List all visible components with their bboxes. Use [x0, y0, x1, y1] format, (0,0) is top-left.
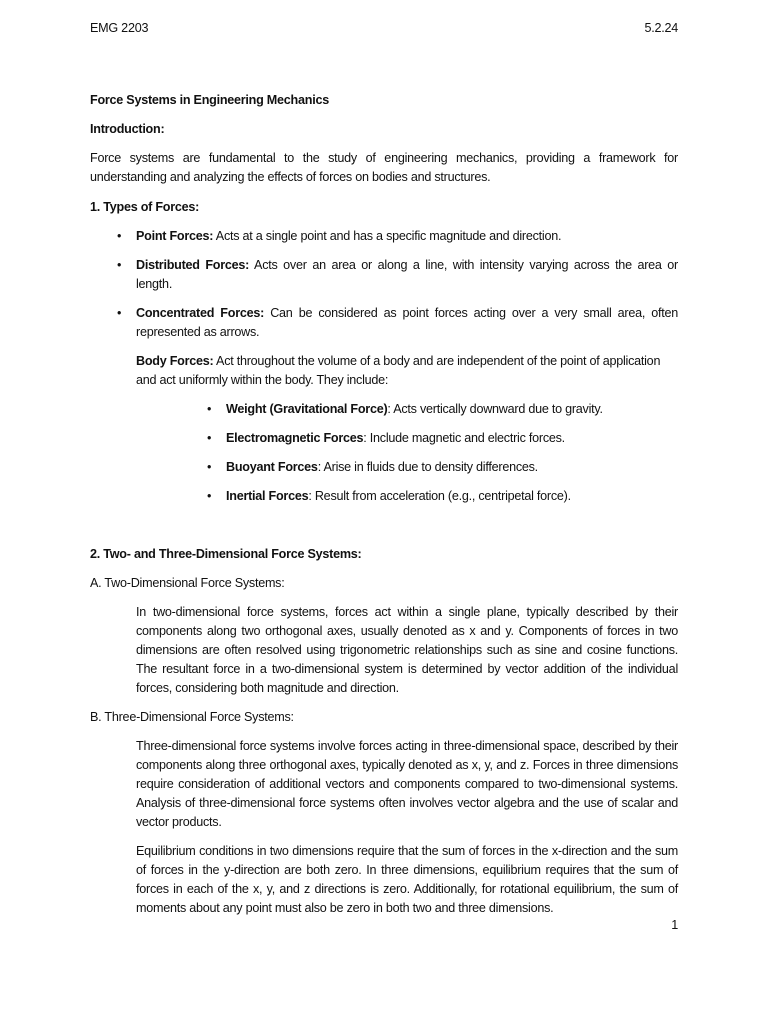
bullet-text: Acts at a single point and has a specific magnitude and direction.: [213, 229, 562, 243]
body-forces-term: Body Forces:: [136, 354, 214, 368]
intro-heading: Introduction:: [90, 122, 165, 136]
section2-heading: 2. Two- and Three-Dimensional Force Systems:: [90, 547, 362, 561]
bullet-icon: •: [207, 489, 212, 503]
subsection-a-heading: A. Two-Dimensional Force Systems:: [90, 576, 285, 590]
page-number: 1: [671, 918, 678, 932]
bullet-text: Acts over an area or along a line, with intensity varying across the area or length.: [136, 258, 678, 291]
bullet-item: [117, 304, 678, 342]
header-date: 5.2.24: [644, 21, 678, 35]
bullet-icon: •: [117, 229, 122, 243]
body-forces-text: Act throughout the volume of a body and are independent of the point of application and act uniformly within the body. They include:: [136, 354, 661, 387]
bullet-term: Point Forces:: [136, 229, 214, 243]
bullet-icon: •: [207, 431, 212, 445]
bullet-icon: •: [207, 402, 212, 416]
sub-bullet-text: : Result from acceleration (e.g., centripetal force).: [308, 489, 571, 503]
subsection-b-paragraph: Three-dimensional force systems involve forces acting in three-dimensional space, described by their components along three orthogonal axes, typically denoted as x, y, and z. Forces in three dimensions require consideration of additional vectors and components compared to two-dimensional systems. Analysis of three-dimensional force systems often involves vector algebra and the use of scalar and vector products.: [136, 739, 678, 829]
body-forces-paragraph: [136, 352, 678, 390]
sub-bullet-text: : Acts vertically downward due to gravity.: [387, 402, 603, 416]
bullet-icon: •: [117, 258, 122, 272]
sub-bullet-item: [207, 458, 678, 477]
bullet-icon: •: [117, 306, 122, 320]
bullet-text: Can be considered as point forces acting over a very small area, often represented as arrows.: [136, 306, 678, 339]
document-title: Force Systems in Engineering Mechanics: [90, 93, 329, 107]
intro-paragraph: Force systems are fundamental to the study of engineering mechanics, providing a framework for understanding and analyzing the effects of forces on bodies and structures.: [90, 151, 678, 184]
header-course: EMG 2203: [90, 21, 149, 35]
sub-bullet-term: Buoyant Forces: [226, 460, 318, 474]
sub-bullet-term: Inertial Forces: [226, 489, 309, 503]
sub-bullet-item: [207, 487, 678, 506]
subsection-b-heading: B. Three-Dimensional Force Systems:: [90, 710, 294, 724]
equilibrium-paragraph: Equilibrium conditions in two dimensions require that the sum of forces in the x-direction and the sum of forces in the y-direction are both zero. In three dimensions, equilibrium requires that the sum of forces in each of the x, y, and z directions is zero. Additionally, for rotational equilibrium, the sum of moments about any point must also be zero in both two and three dimensions.: [136, 844, 678, 915]
bullet-term: Distributed Forces:: [136, 258, 250, 272]
sub-bullet-text: : Arise in fluids due to density differences.: [317, 460, 538, 474]
sub-bullet-item: [207, 400, 678, 419]
bullet-item: [117, 227, 678, 246]
bullet-item: [117, 256, 678, 294]
bullet-term: Concentrated Forces:: [136, 306, 265, 320]
bullet-icon: •: [207, 460, 212, 474]
sub-bullet-term: Electromagnetic Forces: [226, 431, 364, 445]
section1-heading: 1. Types of Forces:: [90, 200, 200, 214]
sub-bullet-text: : Include magnetic and electric forces.: [363, 431, 565, 445]
sub-bullet-item: [207, 429, 678, 448]
sub-bullet-term: Weight (Gravitational Force): [226, 402, 388, 416]
subsection-a-paragraph: In two-dimensional force systems, forces act within a single plane, typically described by their components along two orthogonal axes, usually denoted as x and y. Components of forces in two dimensions are often resolved using trigonometric relationships such as sine and cosine functions. The resultant force in a two-dimensional system is determined by vector addition of the individual forces, considering both magnitude and direction.: [136, 605, 678, 695]
